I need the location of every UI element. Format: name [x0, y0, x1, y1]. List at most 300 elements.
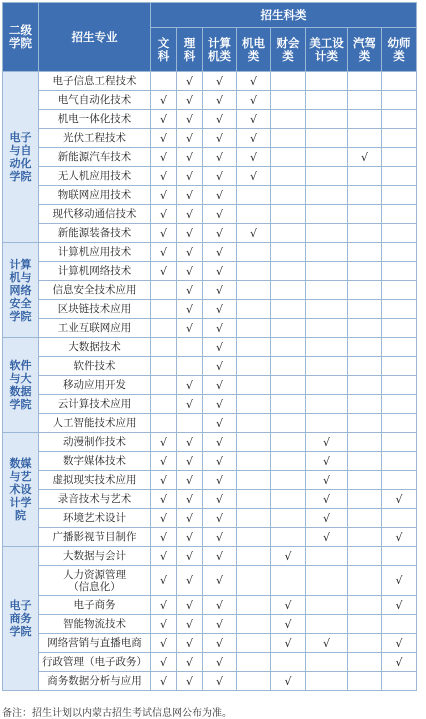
subject-mark-cell	[306, 653, 348, 672]
subject-mark-cell: √	[203, 509, 237, 528]
subject-mark-cell	[237, 414, 271, 433]
major-name: 新能源装备技术	[39, 224, 151, 243]
table-row	[3, 319, 417, 338]
major-name: 新能源汽车技术	[39, 148, 151, 167]
subject-mark-cell: √	[151, 634, 177, 653]
subject-mark-cell: √	[203, 433, 237, 452]
subject-mark-cell	[306, 414, 348, 433]
subject-mark-cell: √	[151, 91, 177, 110]
subject-mark-cell: √	[306, 452, 348, 471]
major-name: 大数据与会计	[39, 547, 151, 566]
subject-mark-cell: √	[151, 566, 177, 596]
header-college: 二级 学院	[3, 3, 39, 72]
subject-mark-cell	[348, 167, 382, 186]
subject-mark-cell	[348, 452, 382, 471]
subject-mark-cell: √	[203, 72, 237, 91]
subject-mark-cell: √	[177, 634, 203, 653]
subject-mark-cell	[306, 357, 348, 376]
subject-mark-cell: √	[203, 224, 237, 243]
subject-mark-cell	[177, 414, 203, 433]
major-name: 虚拟现实技术应用	[39, 471, 151, 490]
subject-mark-cell	[306, 205, 348, 224]
subject-mark-cell: √	[382, 490, 417, 509]
subject-mark-cell: √	[237, 167, 271, 186]
subject-mark-cell: √	[203, 395, 237, 414]
subject-mark-cell	[306, 395, 348, 414]
header-subject: 理 科	[177, 28, 203, 72]
college-name: 电子 商务 学院	[3, 547, 39, 691]
table-row	[3, 376, 417, 395]
table-row	[3, 91, 417, 110]
table-row	[3, 338, 417, 357]
subject-mark-cell: √	[151, 110, 177, 129]
subject-mark-cell	[271, 300, 306, 319]
subject-mark-cell: √	[203, 471, 237, 490]
subject-mark-cell: √	[271, 634, 306, 653]
subject-mark-cell: √	[177, 566, 203, 596]
table-row	[3, 653, 417, 672]
subject-mark-cell	[271, 72, 306, 91]
subject-mark-cell: √	[177, 167, 203, 186]
subject-mark-cell	[237, 186, 271, 205]
major-name: 大数据技术	[39, 338, 151, 357]
subject-mark-cell: √	[151, 509, 177, 528]
subject-mark-cell: √	[203, 110, 237, 129]
subject-mark-cell: √	[177, 262, 203, 281]
subject-mark-cell: √	[177, 471, 203, 490]
subject-mark-cell: √	[177, 300, 203, 319]
subject-mark-cell: √	[306, 433, 348, 452]
subject-mark-cell: √	[237, 129, 271, 148]
subject-mark-cell	[382, 91, 417, 110]
subject-mark-cell: √	[203, 129, 237, 148]
major-name: 计算机应用技术	[39, 243, 151, 262]
subject-mark-cell: √	[151, 205, 177, 224]
subject-mark-cell	[306, 186, 348, 205]
major-name: 广播影视节目制作	[39, 528, 151, 547]
subject-mark-cell	[382, 224, 417, 243]
subject-mark-cell: √	[203, 452, 237, 471]
table-row	[3, 414, 417, 433]
table-row	[3, 395, 417, 414]
subject-mark-cell	[306, 110, 348, 129]
subject-mark-cell	[382, 262, 417, 281]
major-name: 信息安全技术应用	[39, 281, 151, 300]
subject-mark-cell: √	[271, 596, 306, 615]
subject-mark-cell	[348, 357, 382, 376]
subject-mark-cell	[177, 357, 203, 376]
table-row	[3, 148, 417, 167]
subject-mark-cell: √	[177, 319, 203, 338]
major-name: 软件技术	[39, 357, 151, 376]
major-name: 光伏工程技术	[39, 129, 151, 148]
header-subject: 机电 类	[237, 28, 271, 72]
subject-mark-cell	[348, 490, 382, 509]
header-subject: 计算 机类	[203, 28, 237, 72]
subject-mark-cell: √	[306, 528, 348, 547]
subject-mark-cell	[348, 471, 382, 490]
subject-mark-cell: √	[203, 615, 237, 634]
subject-mark-cell: √	[306, 471, 348, 490]
subject-mark-cell: √	[177, 376, 203, 395]
subject-mark-cell	[348, 91, 382, 110]
subject-mark-cell: √	[151, 672, 177, 691]
table-row	[3, 300, 417, 319]
subject-mark-cell: √	[271, 615, 306, 634]
subject-mark-cell	[348, 509, 382, 528]
subject-mark-cell	[271, 319, 306, 338]
subject-mark-cell	[177, 338, 203, 357]
subject-mark-cell: √	[177, 110, 203, 129]
table-row	[3, 72, 417, 91]
subject-mark-cell	[348, 186, 382, 205]
table-row	[3, 110, 417, 129]
subject-mark-cell: √	[203, 566, 237, 596]
subject-mark-cell	[382, 300, 417, 319]
table-row	[3, 129, 417, 148]
subject-mark-cell	[348, 224, 382, 243]
table-row	[3, 615, 417, 634]
subject-mark-cell	[382, 395, 417, 414]
subject-mark-cell: √	[203, 281, 237, 300]
table-row	[3, 528, 417, 547]
subject-mark-cell: √	[151, 148, 177, 167]
subject-mark-cell	[306, 148, 348, 167]
subject-mark-cell: √	[177, 433, 203, 452]
subject-mark-cell	[306, 91, 348, 110]
subject-mark-cell: √	[177, 672, 203, 691]
subject-mark-cell	[306, 319, 348, 338]
subject-mark-cell: √	[151, 471, 177, 490]
subject-mark-cell: √	[382, 528, 417, 547]
subject-mark-cell	[151, 72, 177, 91]
subject-mark-cell: √	[151, 224, 177, 243]
subject-mark-cell	[151, 376, 177, 395]
subject-mark-cell: √	[203, 243, 237, 262]
major-name: 人力资源管理 （信息化）	[39, 566, 151, 596]
subject-mark-cell	[348, 528, 382, 547]
major-name: 智能物流技术	[39, 615, 151, 634]
subject-mark-cell	[306, 72, 348, 91]
subject-mark-cell: √	[151, 129, 177, 148]
major-name: 物联网应用技术	[39, 186, 151, 205]
major-name: 电气自动化技术	[39, 91, 151, 110]
subject-mark-cell	[271, 338, 306, 357]
subject-mark-cell: √	[151, 653, 177, 672]
major-name: 动漫制作技术	[39, 433, 151, 452]
subject-mark-cell	[237, 300, 271, 319]
subject-mark-cell	[237, 319, 271, 338]
subject-mark-cell	[237, 653, 271, 672]
subject-mark-cell	[271, 376, 306, 395]
table-row	[3, 566, 417, 596]
subject-mark-cell	[306, 129, 348, 148]
table-row	[3, 205, 417, 224]
subject-mark-cell	[382, 471, 417, 490]
subject-mark-cell	[271, 167, 306, 186]
subject-mark-cell	[348, 262, 382, 281]
admission-table	[2, 2, 417, 691]
college-name: 数媒 与艺 术设 计学 院	[3, 433, 39, 547]
subject-mark-cell	[271, 490, 306, 509]
subject-mark-cell	[348, 395, 382, 414]
subject-mark-cell	[382, 509, 417, 528]
subject-mark-cell	[348, 672, 382, 691]
subject-mark-cell: √	[237, 72, 271, 91]
subject-mark-cell	[271, 528, 306, 547]
subject-mark-cell: √	[382, 566, 417, 596]
table-body	[3, 72, 417, 691]
subject-mark-cell	[237, 376, 271, 395]
subject-mark-cell	[237, 596, 271, 615]
subject-mark-cell	[348, 414, 382, 433]
subject-mark-cell	[271, 243, 306, 262]
subject-mark-cell	[237, 490, 271, 509]
subject-mark-cell	[382, 319, 417, 338]
header-subject: 幼师 类	[382, 28, 417, 72]
subject-mark-cell	[271, 110, 306, 129]
subject-mark-cell	[348, 566, 382, 596]
table-row	[3, 281, 417, 300]
major-name: 电子商务	[39, 596, 151, 615]
table-row	[3, 471, 417, 490]
subject-mark-cell	[348, 319, 382, 338]
subject-mark-cell: √	[203, 653, 237, 672]
subject-mark-cell: √	[203, 167, 237, 186]
table-row	[3, 634, 417, 653]
subject-mark-cell: √	[237, 110, 271, 129]
subject-mark-cell	[382, 129, 417, 148]
subject-mark-cell	[237, 262, 271, 281]
subject-mark-cell	[237, 433, 271, 452]
subject-mark-cell	[348, 634, 382, 653]
subject-mark-cell	[348, 205, 382, 224]
subject-mark-cell: √	[203, 490, 237, 509]
subject-mark-cell: √	[151, 262, 177, 281]
subject-mark-cell: √	[151, 528, 177, 547]
subject-mark-cell	[382, 547, 417, 566]
subject-mark-cell: √	[177, 186, 203, 205]
subject-mark-cell: √	[177, 547, 203, 566]
college-name: 电子 与自 动化 学院	[3, 72, 39, 243]
footnote: 备注：招生计划以内蒙古招生考试信息网公布为准。	[2, 708, 232, 719]
subject-mark-cell	[271, 205, 306, 224]
subject-mark-cell: √	[203, 414, 237, 433]
subject-mark-cell	[271, 262, 306, 281]
subject-mark-cell	[271, 433, 306, 452]
subject-mark-cell: √	[177, 224, 203, 243]
subject-mark-cell: √	[151, 452, 177, 471]
subject-mark-cell	[382, 433, 417, 452]
subject-mark-cell	[382, 148, 417, 167]
subject-mark-cell: √	[271, 672, 306, 691]
college-name: 软件 与大 数据 学院	[3, 338, 39, 433]
table-row	[3, 672, 417, 691]
subject-mark-cell	[382, 452, 417, 471]
subject-mark-cell: √	[382, 596, 417, 615]
subject-mark-cell	[271, 281, 306, 300]
major-name: 现代移动通信技术	[39, 205, 151, 224]
subject-mark-cell	[271, 186, 306, 205]
subject-mark-cell: √	[177, 395, 203, 414]
subject-mark-cell	[348, 596, 382, 615]
major-name: 人工智能技术应用	[39, 414, 151, 433]
subject-mark-cell	[306, 547, 348, 566]
subject-mark-cell	[237, 634, 271, 653]
subject-mark-cell: √	[151, 243, 177, 262]
major-name: 电子信息工程技术	[39, 72, 151, 91]
header-major: 招生专业	[39, 3, 151, 72]
subject-mark-cell: √	[203, 596, 237, 615]
subject-mark-cell	[382, 72, 417, 91]
subject-mark-cell: √	[203, 547, 237, 566]
subject-mark-cell	[382, 281, 417, 300]
subject-mark-cell	[237, 509, 271, 528]
subject-mark-cell	[348, 653, 382, 672]
subject-mark-cell	[237, 338, 271, 357]
subject-mark-cell: √	[203, 148, 237, 167]
subject-mark-cell	[237, 471, 271, 490]
subject-mark-cell	[237, 395, 271, 414]
subject-mark-cell	[151, 300, 177, 319]
subject-mark-cell	[382, 338, 417, 357]
subject-mark-cell: √	[237, 148, 271, 167]
subject-mark-cell: √	[203, 91, 237, 110]
subject-mark-cell	[382, 110, 417, 129]
subject-mark-cell	[271, 653, 306, 672]
subject-mark-cell	[348, 281, 382, 300]
subject-mark-cell: √	[348, 148, 382, 167]
subject-mark-cell	[306, 596, 348, 615]
subject-mark-cell	[237, 357, 271, 376]
header-subject: 文 科	[151, 28, 177, 72]
subject-mark-cell: √	[203, 672, 237, 691]
header-subjects-group: 招生科类	[151, 3, 417, 28]
subject-mark-cell: √	[177, 615, 203, 634]
subject-mark-cell: √	[151, 433, 177, 452]
subject-mark-cell	[306, 281, 348, 300]
major-name: 云计算技术应用	[39, 395, 151, 414]
table-row	[3, 509, 417, 528]
subject-mark-cell: √	[177, 490, 203, 509]
subject-mark-cell: √	[177, 528, 203, 547]
subject-mark-cell: √	[382, 653, 417, 672]
subject-mark-cell: √	[177, 281, 203, 300]
table-row	[3, 596, 417, 615]
major-name: 移动应用开发	[39, 376, 151, 395]
subject-mark-cell	[151, 357, 177, 376]
subject-mark-cell	[382, 414, 417, 433]
subject-mark-cell: √	[151, 167, 177, 186]
subject-mark-cell: √	[203, 186, 237, 205]
subject-mark-cell: √	[271, 547, 306, 566]
subject-mark-cell: √	[382, 634, 417, 653]
subject-mark-cell: √	[203, 528, 237, 547]
subject-mark-cell	[348, 376, 382, 395]
table-row	[3, 224, 417, 243]
major-name: 数字媒体技术	[39, 452, 151, 471]
subject-mark-cell	[382, 672, 417, 691]
subject-mark-cell	[151, 414, 177, 433]
subject-mark-cell	[306, 615, 348, 634]
header-subject: 汽驾 类	[348, 28, 382, 72]
subject-mark-cell	[382, 615, 417, 634]
subject-mark-cell: √	[151, 186, 177, 205]
subject-mark-cell	[271, 91, 306, 110]
major-name: 行政管理（电子政务）	[39, 653, 151, 672]
table-row	[3, 186, 417, 205]
table-row	[3, 262, 417, 281]
major-name: 网络营销与直播电商	[39, 634, 151, 653]
subject-mark-cell	[382, 205, 417, 224]
table-row	[3, 357, 417, 376]
subject-mark-cell: √	[203, 319, 237, 338]
subject-mark-cell	[306, 300, 348, 319]
subject-mark-cell	[382, 243, 417, 262]
subject-mark-cell: √	[306, 634, 348, 653]
subject-mark-cell	[306, 224, 348, 243]
subject-mark-cell	[306, 167, 348, 186]
major-name: 机电一体化技术	[39, 110, 151, 129]
subject-mark-cell: √	[177, 72, 203, 91]
subject-mark-cell	[237, 566, 271, 596]
subject-mark-cell	[306, 376, 348, 395]
major-name: 商务数据分析与应用	[39, 672, 151, 691]
subject-mark-cell	[348, 110, 382, 129]
subject-mark-cell	[348, 129, 382, 148]
subject-mark-cell	[237, 547, 271, 566]
table-row	[3, 167, 417, 186]
subject-mark-cell	[348, 433, 382, 452]
subject-mark-cell	[237, 281, 271, 300]
subject-mark-cell	[271, 129, 306, 148]
subject-mark-cell	[306, 243, 348, 262]
table-row	[3, 243, 417, 262]
subject-mark-cell: √	[177, 129, 203, 148]
subject-mark-cell	[151, 319, 177, 338]
subject-mark-cell	[237, 452, 271, 471]
subject-mark-cell	[271, 357, 306, 376]
header-subject: 财会 类	[271, 28, 306, 72]
subject-mark-cell	[348, 243, 382, 262]
subject-mark-cell	[348, 615, 382, 634]
subject-mark-cell	[237, 672, 271, 691]
subject-mark-cell	[306, 672, 348, 691]
subject-mark-cell	[348, 72, 382, 91]
subject-mark-cell: √	[203, 205, 237, 224]
subject-mark-cell	[306, 262, 348, 281]
table-row	[3, 452, 417, 471]
subject-mark-cell	[151, 281, 177, 300]
subject-mark-cell: √	[203, 262, 237, 281]
major-name: 录音技术与艺术	[39, 490, 151, 509]
subject-mark-cell	[348, 338, 382, 357]
subject-mark-cell: √	[177, 452, 203, 471]
subject-mark-cell: √	[203, 338, 237, 357]
subject-mark-cell	[271, 509, 306, 528]
major-name: 无人机应用技术	[39, 167, 151, 186]
major-name: 工业互联网应用	[39, 319, 151, 338]
subject-mark-cell	[382, 186, 417, 205]
subject-mark-cell: √	[203, 300, 237, 319]
subject-mark-cell: √	[151, 490, 177, 509]
subject-mark-cell: √	[237, 224, 271, 243]
subject-mark-cell	[348, 547, 382, 566]
subject-mark-cell	[271, 224, 306, 243]
header-subject: 美工设 计类	[306, 28, 348, 72]
subject-mark-cell	[271, 395, 306, 414]
subject-mark-cell	[382, 376, 417, 395]
